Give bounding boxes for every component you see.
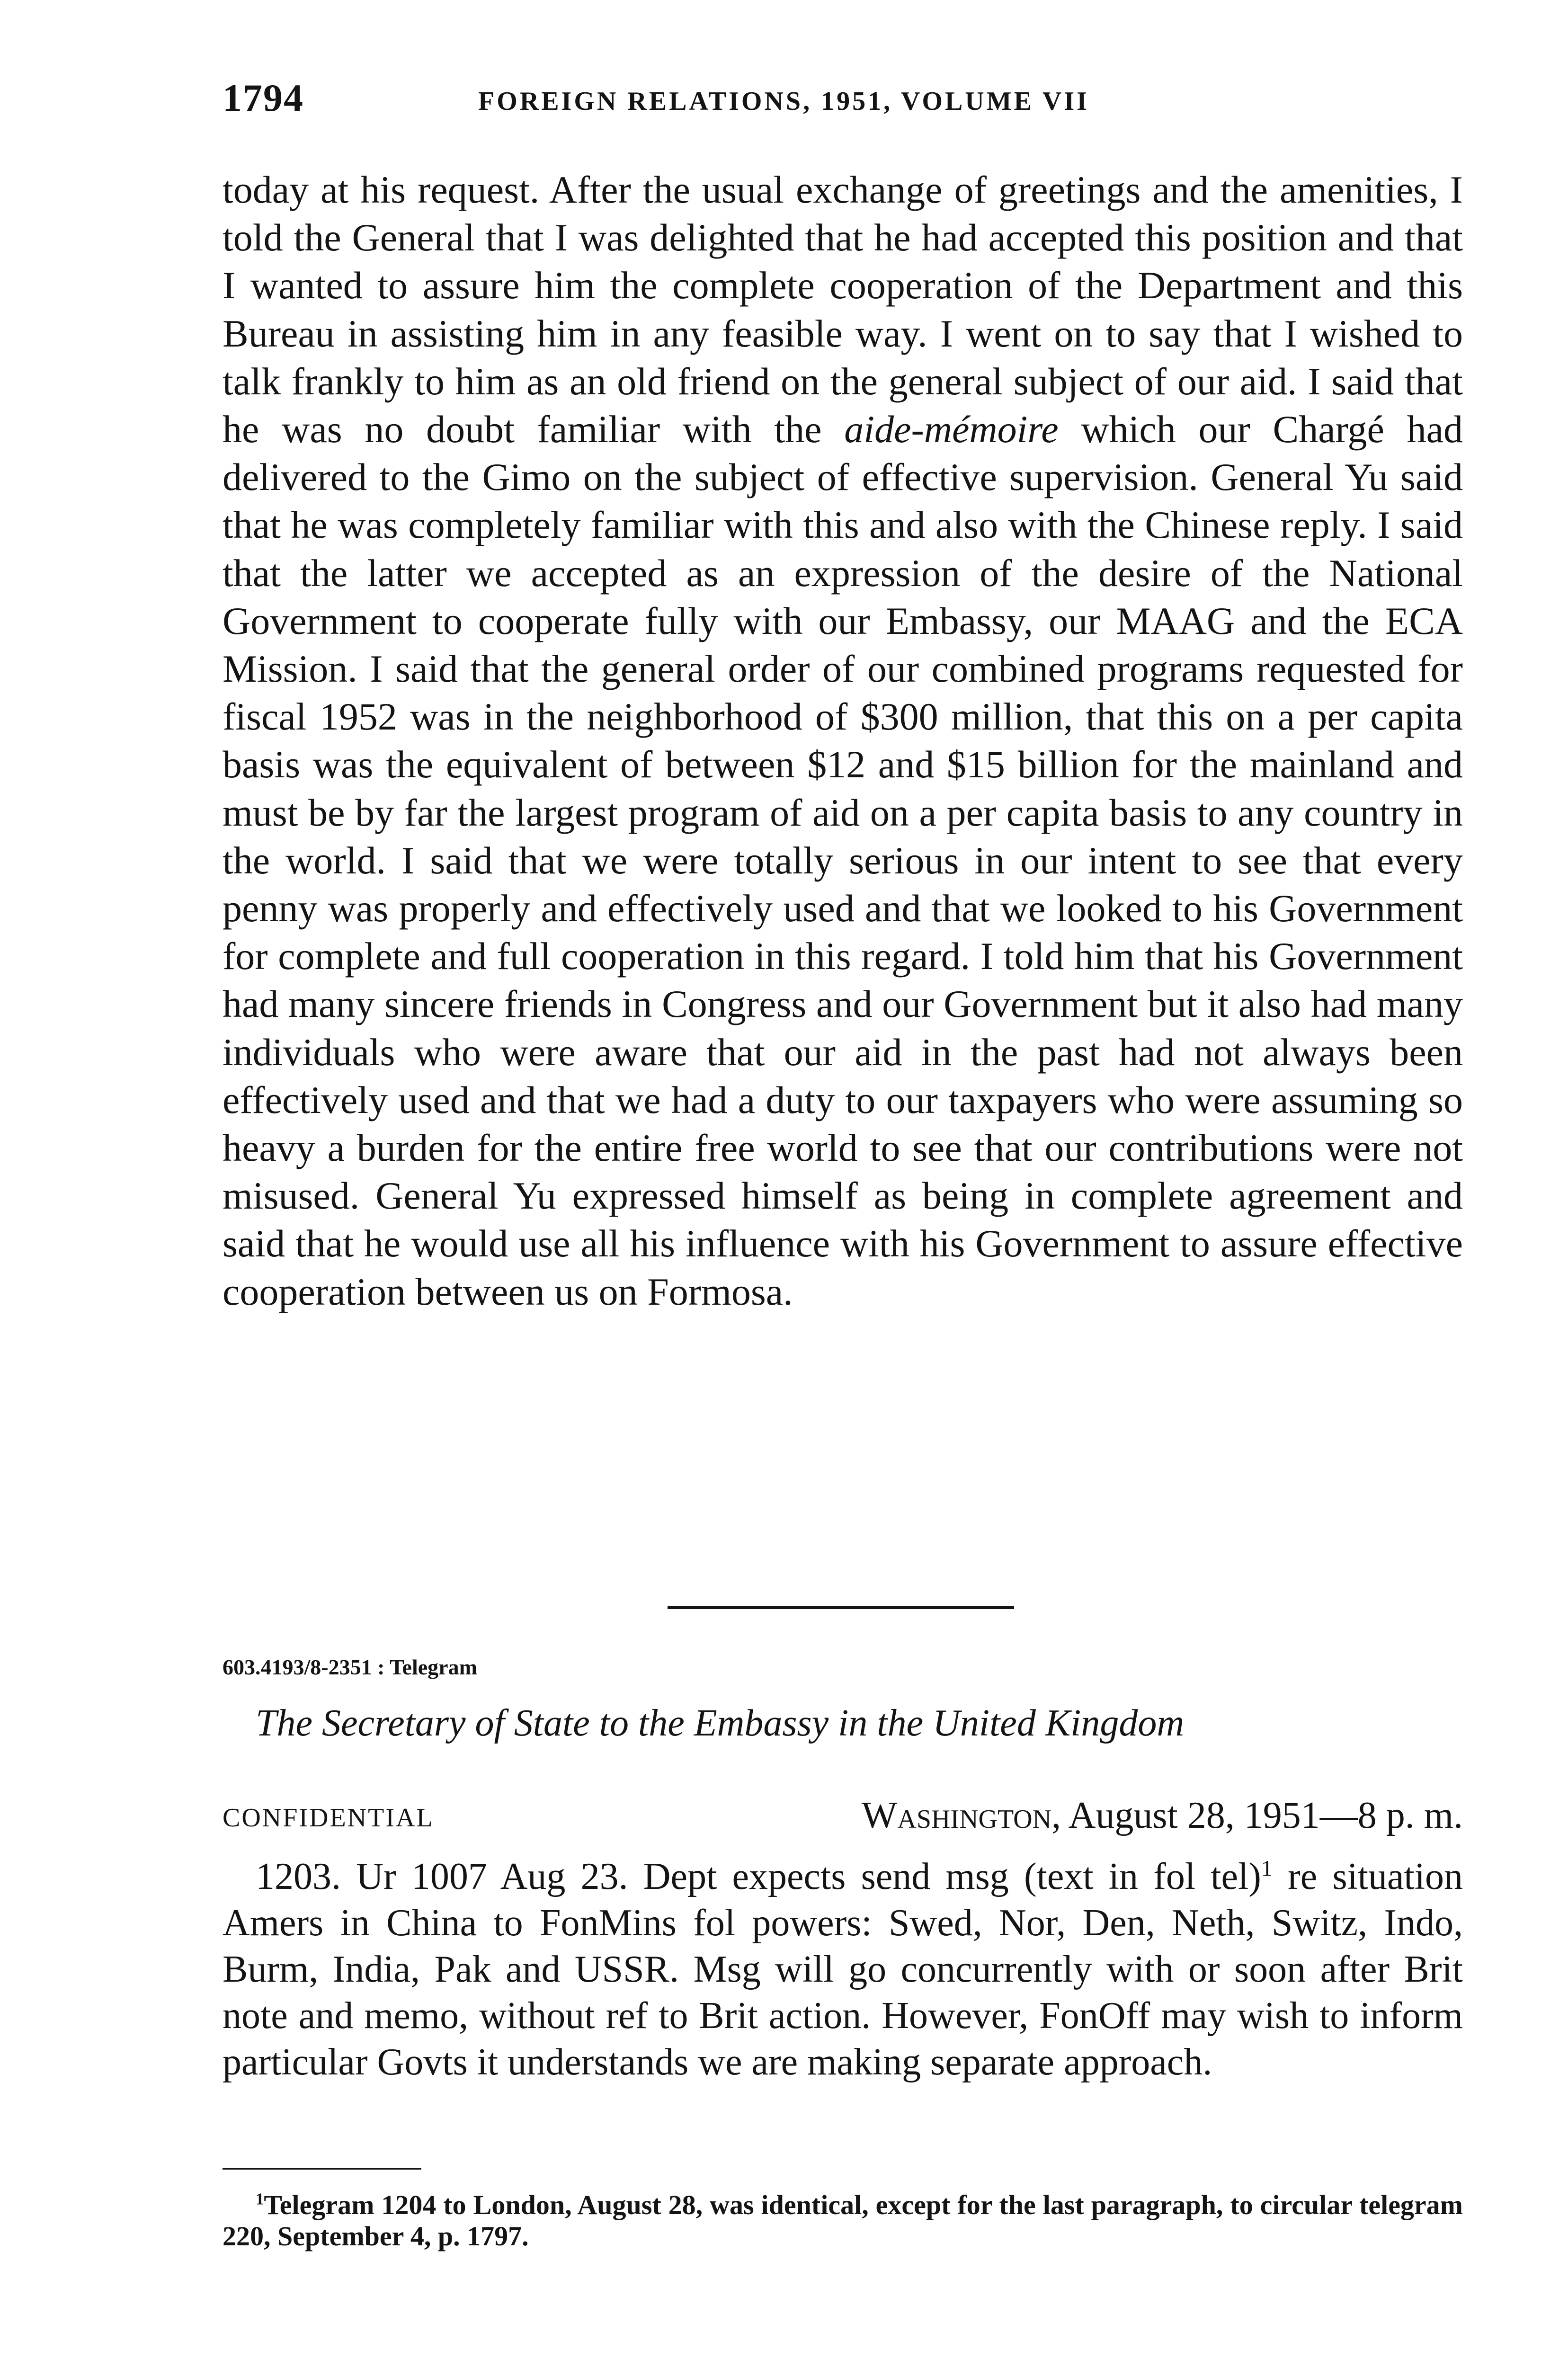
memo-italic-term: aide-mémoire (844, 408, 1059, 451)
memo-text-part2: which our Chargé had delivered to the Gimo on the subject of effective supervision. General Yu said that he was completely familiar with this and also with the Chinese reply. I said that the latter we accepted as an expression of the desire of the National Government to cooperate fully with our Embassy, our MAAG and the ECA Mission. I said that the general order of our combined programs requested for fiscal 1952 was in the neighborhood of $300 million, that this on a per capita basis was the equivalent of between $12 and $15 billion for the mainland and must be by far the largest program of aid on a per capita basis to any country in the world. I said that we were totally serious in our intent to see that every penny was properly and effectively used and that we looked to his Government for complete and full cooperation in this regard. I told him that his Government had many sincere friends in Congress and our Government but it also had many individuals who were aware that our aid in the past had not always been effectively used and that we had a duty to our taxpayers who were assuming so heavy a burden for the entire free world to see that our contributions were not misused. General Yu expressed himself as being in complete agreement and said that he would use all his influence with his Government to assure effective cooperation between us on Formosa. (223, 408, 1463, 1313)
file-reference: 603.4193/8-2351 : Telegram (223, 1655, 477, 1679)
footnote-text: Telegram 1204 to London, August 28, was identical, except for the last paragraph, to circular telegram 220, September 4, p. 1797. (223, 2189, 1463, 2251)
footnote-marker: 1 (256, 2189, 264, 2208)
telegram-paragraph (223, 1853, 1463, 2085)
document-title: The Secretary of State to the Embassy in the United Kingdom (256, 1702, 1185, 1744)
memo-paragraph (223, 166, 1463, 1316)
footnote (223, 2189, 1463, 2252)
place-date (862, 1794, 1463, 1837)
page-number: 1794 (223, 76, 304, 119)
memo-text-part1: today at his request. After the usual exchange of greetings and the amenities, I told the General that I was delighted that he had accepted this position and that I wanted to assure him the complete cooperation of the Department and this Bureau in assisting him in any feasible way. I went on to say that I wished to talk frankly to him as an old friend on the general subject of our aid. I said that he was no doubt familiar with the (223, 168, 1463, 451)
section-separator (668, 1606, 1014, 1609)
classification-label: CONFIDENTIAL (223, 1803, 434, 1833)
footnote-rule (223, 2168, 421, 2170)
running-head: FOREIGN RELATIONS, 1951, VOLUME VII (478, 87, 1089, 116)
page-header (223, 76, 1463, 128)
telegram-text-part1: 1203. Ur 1007 Aug 23. Dept expects send msg (text in fol tel) (256, 1856, 1261, 1897)
telegram-text-part2: re situation Amers in China to FonMins fol powers: Swed, Nor, Den, Neth, Switz, Indo, Burm, India, Pak and USSR. Msg will go concurrently with or soon after Brit note and memo, without ref to Brit action. However, FonOff may wish to inform particular Govts it understands we are making separate approach. (223, 1856, 1463, 2083)
footnote-reference: 1 (1261, 1856, 1273, 1881)
classification-line (223, 1794, 1463, 1846)
place-name: Washington (861, 1795, 1052, 1836)
date-time: , August 28, 1951—8 p. m. (1051, 1795, 1463, 1836)
